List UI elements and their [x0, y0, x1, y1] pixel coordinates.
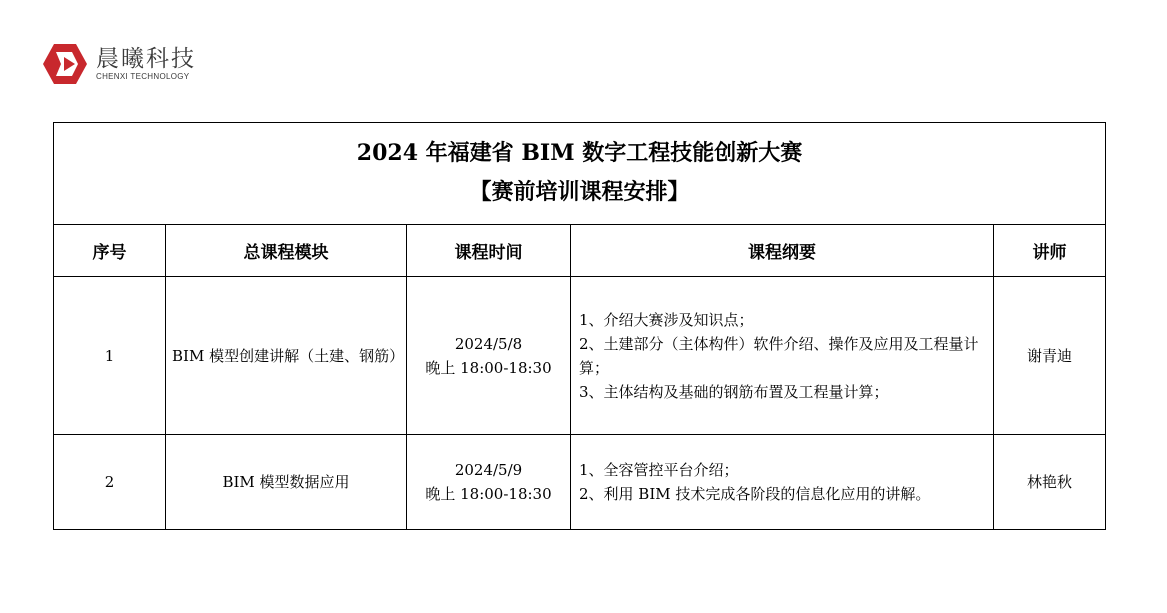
row-time-cell [407, 435, 571, 530]
row-date: 2024/5/9 [454, 461, 523, 479]
row-time: 晚上 18:00-18:30 [425, 358, 552, 377]
company-logo [42, 42, 196, 86]
row-time-cell [407, 277, 571, 435]
row-module: BIM 模型创建讲解（土建、钢筋） [166, 277, 407, 435]
table-row [54, 435, 1106, 530]
document-title: 2024 年福建省 BIM 数字工程技能创新大赛 [356, 139, 803, 166]
outline-item: 1、介绍大赛涉及知识点； [579, 310, 754, 329]
col-header-lecturer: 讲师 [994, 225, 1106, 277]
title-row [54, 123, 1106, 225]
col-header-no: 序号 [54, 225, 166, 277]
outline-item: 2、利用 BIM 技术完成各阶段的信息化应用的讲解。 [579, 485, 931, 503]
row-lecturer: 林艳秋 [994, 435, 1106, 530]
outline-item: 2、土建部分（主体构件）软件介绍、操作及应用及工程量计算； [579, 334, 979, 377]
row-no: 2 [54, 435, 166, 530]
document-subtitle: 【赛前培训课程安排】 [469, 179, 690, 205]
logo-name-en: CHENXI TECHNOLOGY [96, 72, 190, 81]
schedule-table [53, 122, 1106, 530]
outline-item: 3、主体结构及基础的钢筋布置及工程量计算； [579, 382, 889, 401]
row-time: 晚上 18:00-18:30 [425, 485, 552, 503]
outline-item: 1、全容管控平台介绍； [579, 461, 739, 479]
logo-name-cn: 晨曦科技 [96, 46, 196, 72]
row-outline-cell [571, 435, 994, 530]
row-outline-cell [571, 277, 994, 435]
header-row [54, 225, 1106, 277]
col-header-time: 课程时间 [407, 225, 571, 277]
row-date: 2024/5/8 [454, 334, 523, 353]
row-no: 1 [54, 277, 166, 435]
col-header-outline: 课程纲要 [571, 225, 994, 277]
col-header-module: 总课程模块 [166, 225, 407, 277]
chenxi-logo-icon [42, 43, 88, 85]
row-lecturer: 谢青迪 [994, 277, 1106, 435]
title-cell [54, 123, 1106, 225]
table-row [54, 277, 1106, 435]
row-module: BIM 模型数据应用 [166, 435, 407, 530]
